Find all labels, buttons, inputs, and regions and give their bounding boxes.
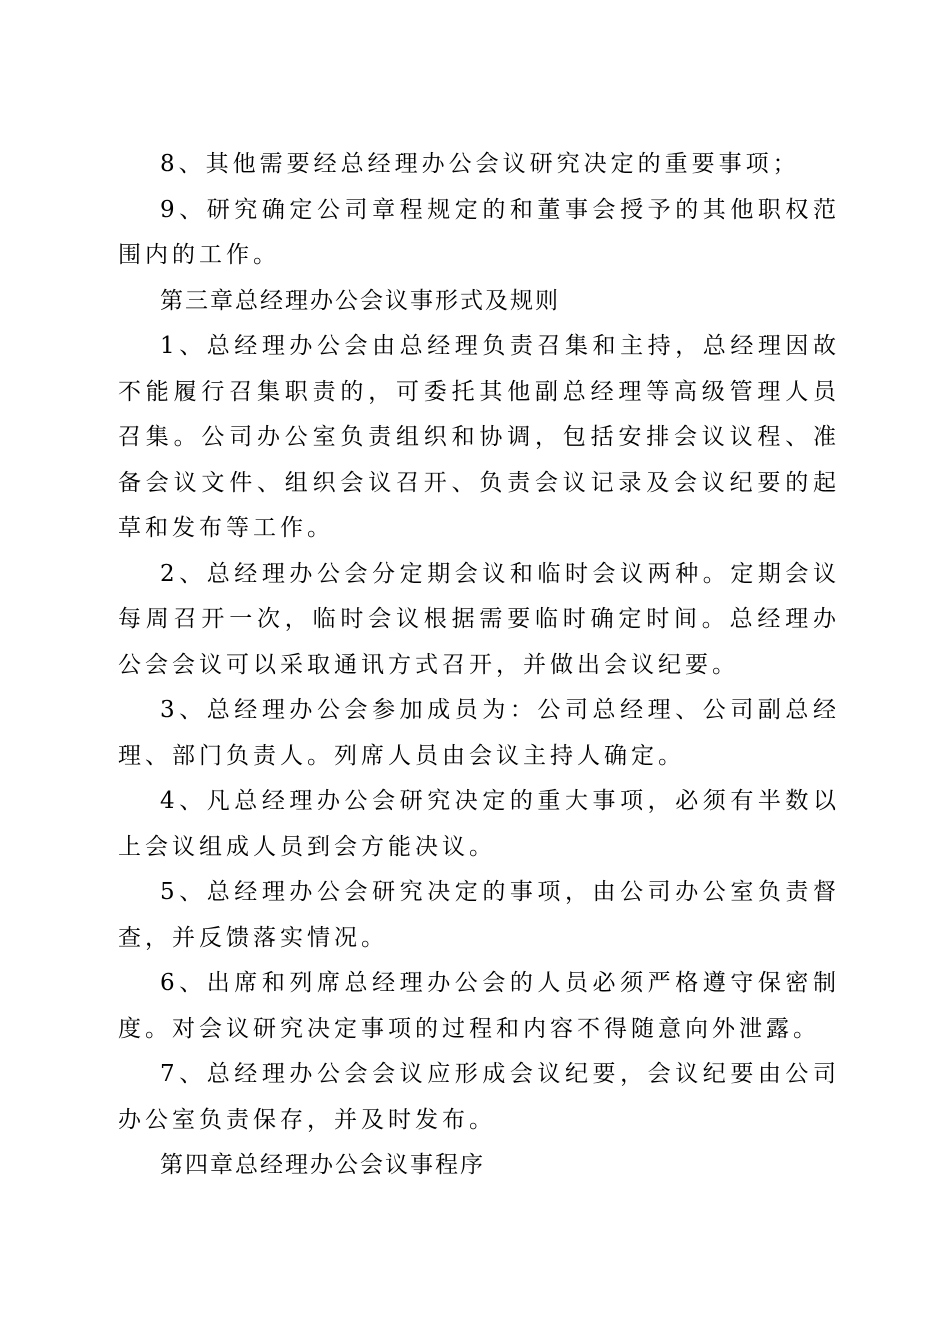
- document-body: [118, 142, 840, 1189]
- rule-paragraph-6: 6、出席和列席总经理办公会的人员必须严格遵守保密制度。对会议研究决定事项的过程和内容不得随意向外泄露。: [118, 970, 840, 1042]
- chapter-3-heading: 第三章总经理办公会议事形式及规则: [160, 287, 560, 314]
- chapter-4-heading: 第四章总经理办公会议事程序: [160, 1152, 485, 1178]
- paragraph-item-9: 9、研究确定公司章程规定的和董事会授予的其他职权范围内的工作。: [118, 196, 840, 268]
- rule-paragraph-4: 4、凡总经理办公会研究决定的重大事项，必须有半数以上会议组成人员到会方能决议。: [118, 788, 840, 860]
- rule-paragraph-3: 3、总经理办公会参加成员为：公司总经理、公司副总经理、部门负责人。列席人员由会议主持人确定。: [118, 697, 840, 769]
- rule-paragraph-1: 1、总经理办公会由总经理负责召集和主持，总经理因故不能履行召集职责的，可委托其他副总经理等高级管理人员召集。公司办公室负责组织和协调，包括安排会议议程、准备会议文件、组织会议召开、负责会议记录及会议纪要的起草和发布等工作。: [118, 333, 840, 541]
- rule-paragraph-7: 7、总经理办公会会议应形成会议纪要，会议纪要由公司办公室负责保存，并及时发布。: [118, 1061, 840, 1133]
- rule-paragraph-5: 5、总经理办公会研究决定的事项，由公司办公室负责督查，并反馈落实情况。: [118, 879, 840, 951]
- paragraph-item-8: 8、其他需要经总经理办公会议研究决定的重要事项；: [160, 151, 800, 177]
- rule-paragraph-2: 2、总经理办公会分定期会议和临时会议两种。定期会议每周召开一次，临时会议根据需要临时确定时间。总经理办公会会议可以采取通讯方式召开，并做出会议纪要。: [118, 560, 840, 678]
